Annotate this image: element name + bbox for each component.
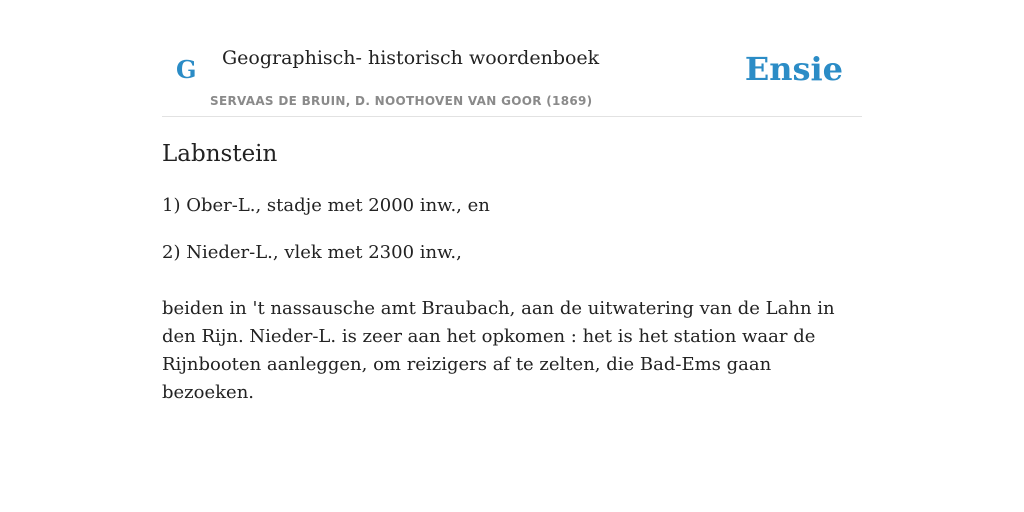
book-header: [162, 0, 862, 117]
book-title[interactable]: Geographisch- historisch woordenboek: [222, 47, 600, 69]
entry-line-1: 1) Ober-L., stadje met 2000 inw., en: [162, 195, 490, 216]
entry-title: Labnstein: [162, 141, 278, 167]
entry-paragraph: beiden in 't nassausche amt Braubach, aan de uitwatering van de Lahn in den Rijn. Nieder-L. is zeer aan het opkomen : het is het station waar de Rijnbooten aanleggen, om reizigers af te zelten, die Bad-Ems gaan bezoeken.: [162, 298, 835, 403]
page-content: [162, 0, 862, 512]
entry-line-2: 2) Nieder-L., vlek met 2300 inw.,: [162, 242, 462, 263]
book-logo-link[interactable]: G: [176, 55, 197, 84]
ensie-brand-link[interactable]: Ensie: [744, 50, 843, 88]
book-authors-year: SERVAAS DE BRUIN, D. NOOTHOVEN VAN GOOR (1869): [210, 94, 593, 108]
